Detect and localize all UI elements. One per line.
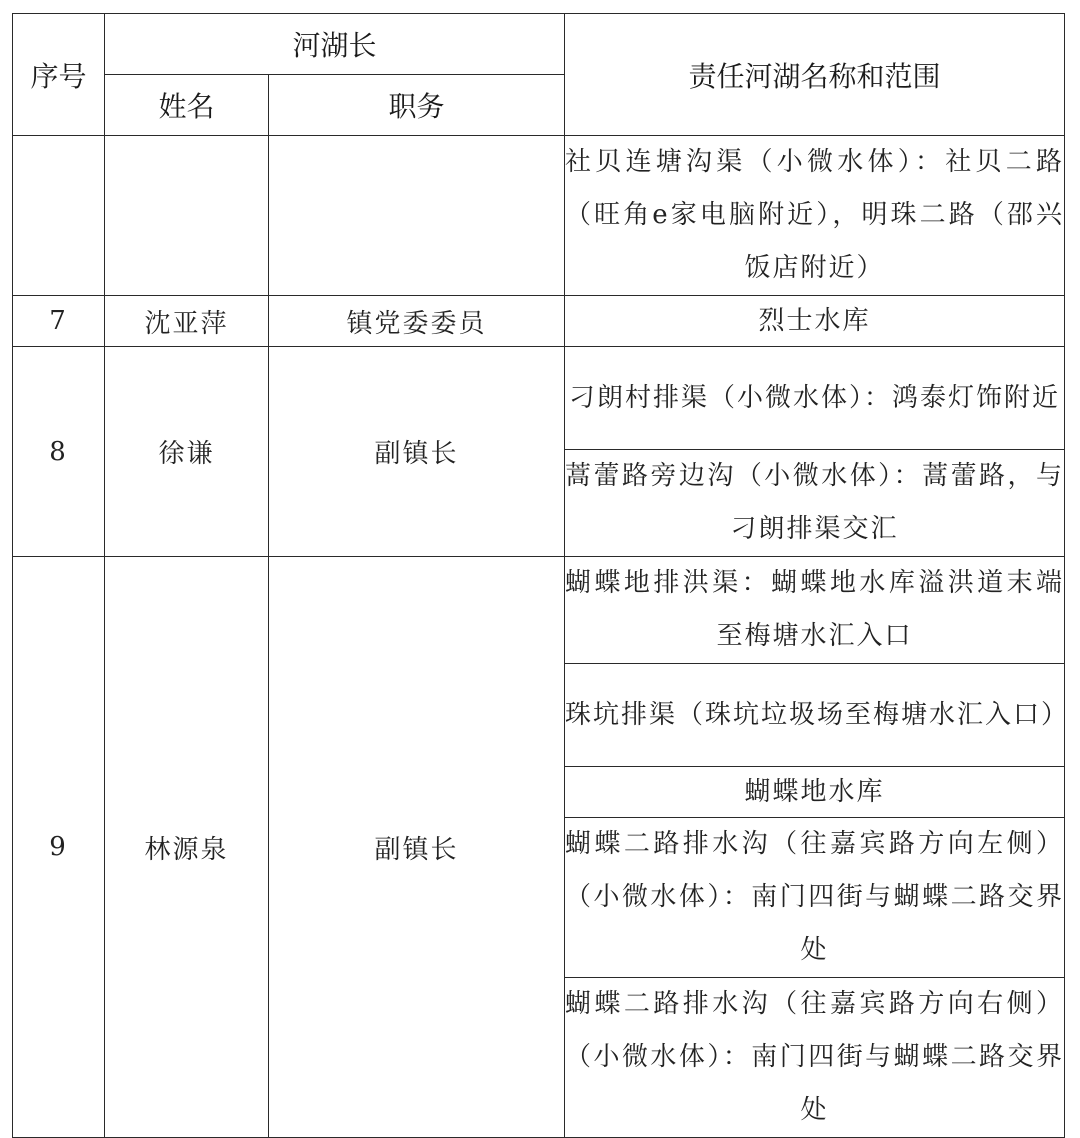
header-index: 序号 <box>13 14 105 136</box>
header-scope: 责任河湖名称和范围 <box>565 14 1065 136</box>
scope-text: 刁朗村排渠（小微水体）：鸿泰灯饰附近 <box>569 382 1061 413</box>
table-row <box>13 557 1065 664</box>
row-name <box>105 136 269 296</box>
scope-cell <box>565 664 1070 767</box>
header-position: 职务 <box>269 75 565 136</box>
scope-cell <box>565 767 1065 818</box>
row-name: 林源泉 <box>105 557 269 1138</box>
scope-cell <box>565 347 1065 450</box>
table-row <box>13 347 1065 450</box>
scope-text: 蝴蝶二路排水沟（往嘉宾路方向左侧）（小微水体）：南门四街与蝴蝶二路交界处 <box>565 829 1065 965</box>
header-name: 姓名 <box>105 75 269 136</box>
row-index <box>13 136 105 296</box>
scope-cell <box>565 450 1065 557</box>
row-index: 9 <box>13 557 105 1138</box>
scope-text: 蝴蝶地排洪渠：蝴蝶地水库溢洪道末端至梅塘水汇入口 <box>565 568 1065 651</box>
row-position: 副镇长 <box>269 557 565 1138</box>
row-position: 副镇长 <box>269 347 565 557</box>
row-position <box>269 136 565 296</box>
scope-text: 社贝连塘沟渠（小微水体）：社贝二路（旺角e家电脑附近），明珠二路（邵兴饭店附近） <box>565 147 1065 283</box>
scope-cell <box>565 557 1065 664</box>
table-row <box>13 296 1065 347</box>
scope-text: 蝴蝶二路排水沟（往嘉宾路方向右侧）（小微水体）：南门四街与蝴蝶二路交界处 <box>565 989 1065 1125</box>
header-river-chief: 河湖长 <box>105 14 565 75</box>
scope-text: 蒿蕾路旁边沟（小微水体）：蒿蕾路，与刁朗排渠交汇 <box>565 461 1065 544</box>
row-name: 沈亚萍 <box>105 296 269 347</box>
scope-text: 蝴蝶地水库 <box>744 776 885 807</box>
row-name: 徐谦 <box>105 347 269 557</box>
scope-text: 烈士水库 <box>758 305 871 336</box>
table-row <box>13 136 1065 296</box>
row-index: 8 <box>13 347 105 557</box>
row-position: 镇党委委员 <box>269 296 565 347</box>
river-chief-table-sheet <box>12 13 1070 1125</box>
scope-cell <box>565 136 1065 296</box>
scope-cell <box>565 978 1065 1138</box>
scope-cell <box>565 818 1065 978</box>
river-chief-table <box>12 13 1070 1138</box>
scope-text: 珠坑排渠（珠坑垃圾场至梅塘水汇入口） <box>565 699 1070 730</box>
row-index: 7 <box>13 296 105 347</box>
scope-cell <box>565 296 1065 347</box>
